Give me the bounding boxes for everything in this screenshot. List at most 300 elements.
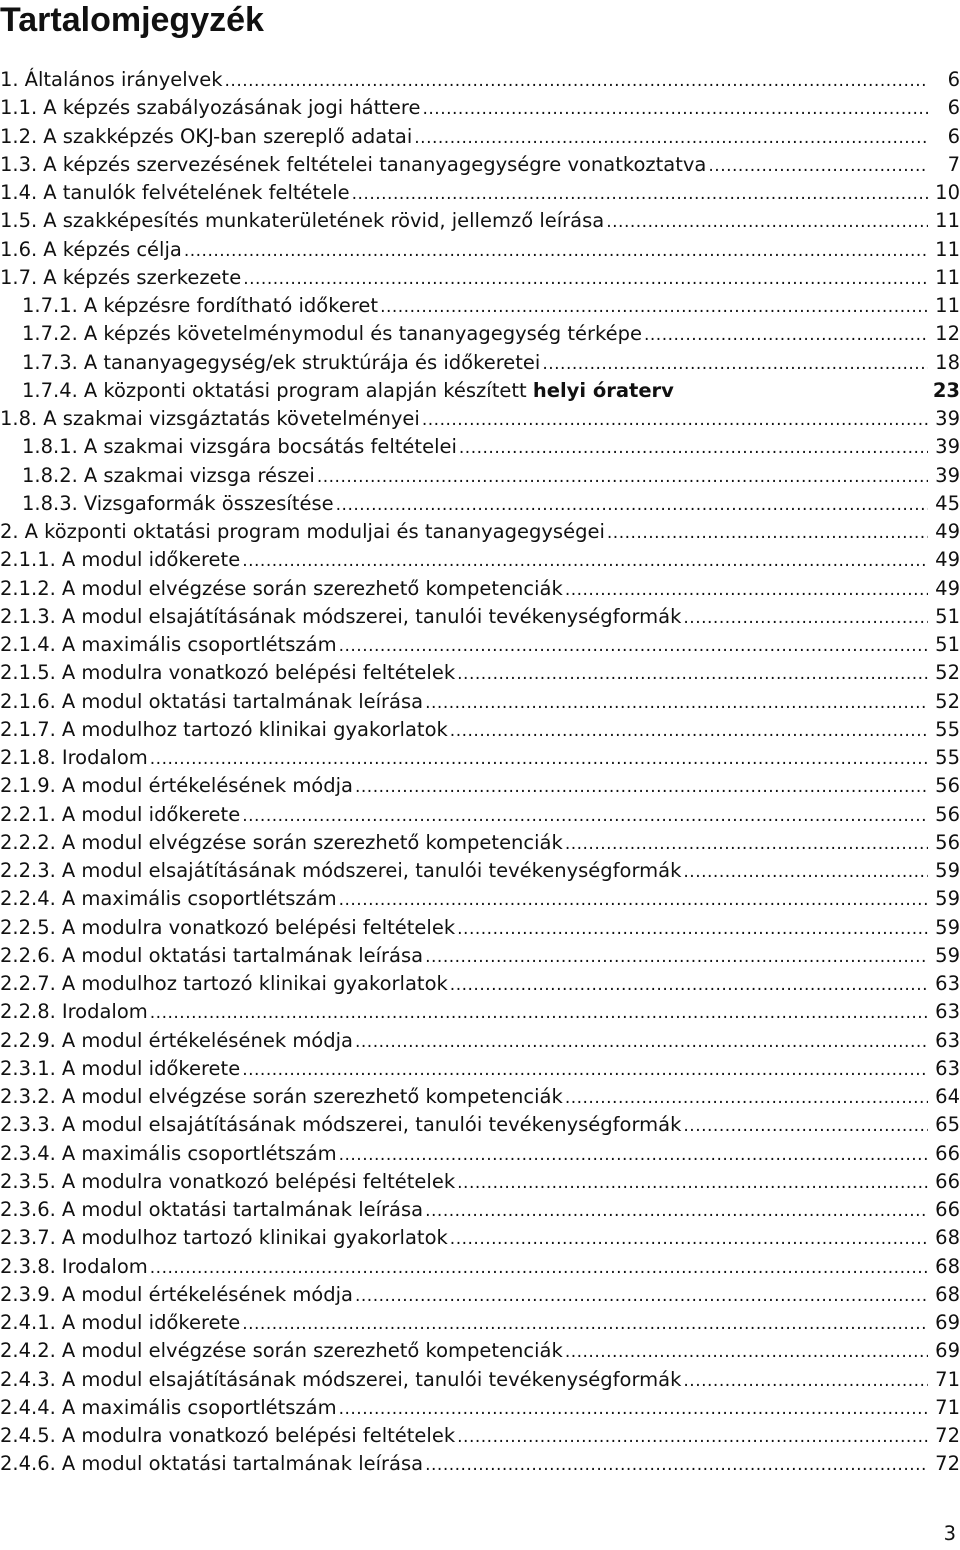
- toc-entry[interactable]: [0, 1196, 960, 1224]
- toc-entry[interactable]: [0, 885, 960, 913]
- toc-entry-page: 55: [935, 746, 960, 769]
- toc-entry-title: [56, 1083, 563, 1111]
- toc-entry-title: [37, 264, 241, 292]
- toc-dot-leader: [644, 321, 928, 349]
- toc-entry-title: [37, 94, 420, 122]
- toc-entry-page: 71: [935, 1367, 960, 1391]
- toc-entry-page: 66: [935, 1198, 960, 1221]
- toc-entry-title-text: A modul elvégzése során szerezhető kompetenciák: [61, 1339, 563, 1363]
- toc-entry-number: 2.4.4.: [0, 1395, 56, 1419]
- toc-entry-title: [78, 349, 541, 377]
- toc-entry-page: 7: [947, 152, 960, 176]
- toc-dot-leader: [339, 886, 928, 914]
- toc-entry-number: 2.2.9.: [0, 1028, 56, 1052]
- toc-entry-title-text: Általános irányelvek: [24, 68, 223, 91]
- toc-entry-title: [56, 1111, 682, 1139]
- toc-dot-leader: [683, 1112, 928, 1140]
- toc-entry[interactable]: [0, 1253, 960, 1281]
- toc-entry-page: 39: [935, 463, 960, 487]
- toc-dot-leader: [425, 1451, 928, 1479]
- toc-entry-title-text: A modulra vonatkozó belépési feltételek: [61, 915, 456, 939]
- toc-entry-title-text: A modul elvégzése során szerezhető kompetenciák: [61, 576, 563, 600]
- toc-entry[interactable]: [0, 1111, 960, 1139]
- toc-entry-number: 2.2.2.: [0, 830, 56, 854]
- toc-dot-leader: [425, 1197, 928, 1225]
- toc-entry-title: [78, 490, 334, 518]
- toc-entry-page: 69: [935, 1339, 960, 1363]
- toc-dot-leader: [150, 1254, 928, 1282]
- toc-entry-title-text: A szakképzés OKJ-ban szereplő adatai: [43, 124, 413, 148]
- toc-entry-page: 65: [935, 1113, 960, 1137]
- toc-entry-title-text: A modulhoz tartozó klinikai gyakorlatok: [61, 717, 448, 741]
- page-title: Tartalomjegyzék: [0, 1, 264, 39]
- toc-entry-title-text: A szakmai vizsgáztatás követelményei: [43, 407, 420, 430]
- toc-entry-page: 12: [935, 322, 960, 346]
- toc-entry-page: 56: [935, 802, 960, 826]
- toc-dot-leader: [355, 773, 928, 801]
- toc-entry-page: 18: [935, 350, 960, 374]
- toc-entry-page: 72: [935, 1452, 960, 1476]
- toc-entry-title-text: A modul időkerete: [61, 548, 241, 572]
- toc-dot-leader: [355, 1282, 928, 1310]
- toc-entry[interactable]: [0, 1337, 960, 1365]
- toc-entry-title-text: A modulhoz tartozó klinikai gyakorlatok: [61, 972, 448, 995]
- toc-entry-number: 2.1.2.: [0, 576, 56, 600]
- toc-entry[interactable]: [0, 518, 960, 546]
- toc-entry[interactable]: [0, 575, 960, 603]
- toc-dot-leader: [339, 632, 928, 660]
- toc-dot-leader: [606, 208, 928, 236]
- toc-entry-number: 2.2.5.: [0, 915, 56, 939]
- toc-entry-title-text: A modulra vonatkozó belépési feltételek: [61, 661, 456, 685]
- toc-entry[interactable]: [0, 546, 960, 574]
- toc-entry-title: [78, 320, 642, 348]
- toc-entry[interactable]: [0, 1140, 960, 1168]
- toc-entry-title: [56, 1027, 353, 1055]
- toc-dot-leader: [355, 1028, 928, 1056]
- toc-entry-page: 11: [935, 294, 960, 317]
- toc-entry-page: 63: [935, 1028, 960, 1052]
- toc-entry-page: 59: [935, 943, 960, 967]
- toc-entry-page: 68: [935, 1282, 960, 1306]
- toc-dot-leader: [457, 1169, 928, 1197]
- toc-dot-leader: [425, 689, 928, 717]
- toc-entry-page: 49: [935, 576, 960, 600]
- toc-entry[interactable]: [0, 1366, 960, 1394]
- toc-entry-title-text: A szakmai vizsgára bocsátás feltételei: [83, 435, 457, 459]
- toc-entry-title-text: A maximális csoportlétszám: [61, 633, 337, 656]
- toc-entry-title-text: A modul elvégzése során szerezhető kompetenciák: [61, 1085, 563, 1108]
- toc-entry[interactable]: [0, 1055, 960, 1083]
- toc-entry-number: 1.: [0, 68, 19, 91]
- toc-entry-number: 2.3.7.: [0, 1226, 56, 1250]
- toc-entry-title-text: A képzés szabályozásának jogi háttere: [43, 96, 421, 120]
- toc-dot-leader: [457, 1423, 928, 1451]
- toc-entry-number: 2.3.5.: [0, 1169, 56, 1193]
- toc-entry[interactable]: [0, 292, 960, 320]
- toc-entry-title-text: A modul értékelésének módja: [61, 1028, 353, 1052]
- toc-entry-title-text: A modulra vonatkozó belépési feltételek: [61, 1424, 456, 1447]
- toc-entry-number: 2.1.6.: [0, 689, 56, 713]
- toc-entry[interactable]: [0, 66, 960, 94]
- toc-entry-title: [56, 1140, 337, 1168]
- toc-entry-number: 2.3.4.: [0, 1141, 56, 1165]
- toc-entry-page: 39: [935, 435, 960, 459]
- toc-entry[interactable]: [0, 829, 960, 857]
- toc-entry-title: [37, 405, 420, 433]
- toc-entry-title: [56, 1253, 148, 1281]
- toc-entry[interactable]: [0, 264, 960, 292]
- toc-entry-title-text: A tananyagegység/ek struktúrája és időkeretei: [83, 350, 541, 374]
- toc-entry-page: 63: [935, 1000, 960, 1024]
- toc-dot-leader: [423, 95, 929, 123]
- toc-entry[interactable]: [0, 123, 960, 151]
- toc-entry-page: 39: [935, 407, 960, 430]
- toc-dot-leader: [457, 915, 928, 943]
- toc-entry-title-text: A maximális csoportlétszám: [61, 1395, 337, 1419]
- toc-dot-leader: [422, 406, 928, 434]
- toc-entry-page: 23: [932, 378, 960, 402]
- toc-entry-title-text: Irodalom: [61, 1000, 148, 1024]
- toc-entry-title: [56, 1168, 455, 1196]
- toc-entry-title: [37, 151, 706, 179]
- toc-entry-title: [56, 688, 423, 716]
- toc-entry-page: 59: [935, 859, 960, 882]
- toc-entry-number: 2.3.1.: [0, 1056, 56, 1080]
- toc-entry-number: 2.2.3.: [0, 859, 56, 882]
- toc-dot-leader: [450, 717, 928, 745]
- toc-entry-title: [56, 970, 448, 998]
- toc-entry-title: [56, 772, 353, 800]
- toc-entry-number: 1.4.: [0, 181, 38, 204]
- toc-entry[interactable]: [0, 857, 960, 885]
- page-number: 3: [943, 1522, 956, 1545]
- toc-entry-title: [37, 207, 604, 235]
- toc-entry-title: [78, 462, 315, 490]
- toc-entry[interactable]: [0, 1422, 960, 1450]
- toc-entry-title: [56, 801, 240, 829]
- toc-dot-leader: [242, 547, 928, 575]
- toc-entry[interactable]: [0, 405, 960, 433]
- toc-dot-leader: [565, 830, 928, 858]
- toc-entry-page: 11: [935, 265, 960, 289]
- toc-dot-leader: [242, 1310, 928, 1338]
- toc-entry-title: [37, 236, 182, 264]
- toc-entry-number: 1.7.3.: [22, 350, 78, 374]
- toc-entry-page: 64: [935, 1085, 960, 1108]
- toc-entry-number: 2.4.5.: [0, 1424, 56, 1447]
- toc-dot-leader: [565, 1338, 928, 1366]
- toc-entry-title: [37, 123, 412, 151]
- toc-entry[interactable]: [0, 236, 960, 264]
- toc-dot-leader: [339, 1395, 928, 1423]
- toc-entry-title: [56, 829, 563, 857]
- toc-entry-title-text: A maximális csoportlétszám: [61, 1141, 337, 1165]
- toc-entry-number: 1.8.1.: [22, 435, 78, 459]
- toc-entry-number: 2.2.1.: [0, 802, 56, 826]
- toc-entry-title-text: A modul oktatási tartalmának leírása: [61, 1452, 424, 1476]
- toc-entry[interactable]: [0, 207, 960, 235]
- toc-entry-title: [78, 433, 457, 461]
- toc-entry-page: 68: [935, 1226, 960, 1250]
- toc-entry-page: 71: [935, 1395, 960, 1419]
- toc-entry[interactable]: [0, 349, 960, 377]
- toc-entry-title: [37, 179, 349, 207]
- toc-entry-number: 1.7.1.: [22, 294, 78, 317]
- toc-entry-title: [56, 857, 682, 885]
- toc-entry-number: 1.7.4.: [22, 378, 78, 402]
- toc-entry[interactable]: [0, 744, 960, 772]
- toc-entry-title-text: A modul elsajátításának módszerei, tanulói tevékenységformák: [61, 859, 682, 882]
- toc-dot-leader: [542, 350, 928, 378]
- toc-entry-title: [56, 1366, 682, 1394]
- toc-entry-title: [56, 1281, 353, 1309]
- toc-entry[interactable]: [0, 942, 960, 970]
- toc-entry-title-text: Irodalom: [61, 746, 148, 769]
- toc-entry-title-text: A modul elsajátításának módszerei, tanulói tevékenységformák: [61, 604, 682, 628]
- toc-entry-title-text: A képzés követelménymodul és tananyagegység térképe: [83, 322, 642, 346]
- toc-entry-title-text: A modul időkerete: [61, 1311, 241, 1334]
- toc-dot-leader: [184, 237, 928, 265]
- toc-entry-title-text: A maximális csoportlétszám: [61, 887, 337, 911]
- toc-entry-number: 1.2.: [0, 124, 38, 148]
- toc-entry[interactable]: [0, 1083, 960, 1111]
- toc-entry-page: 52: [935, 689, 960, 713]
- toc-entry-title-text: A tanulók felvételének feltétele: [43, 181, 350, 204]
- toc-entry-title-text: A modul oktatási tartalmának leírása: [61, 689, 424, 713]
- toc-entry-number: 2.2.6.: [0, 943, 56, 967]
- table-of-contents: [0, 66, 960, 1479]
- toc-entry-title: [56, 1224, 448, 1252]
- toc-entry-title: [19, 518, 605, 546]
- toc-dot-leader: [243, 265, 928, 293]
- toc-entry-title: [78, 292, 378, 320]
- toc-entry-title: [56, 603, 682, 631]
- toc-dot-leader: [317, 463, 928, 491]
- toc-entry-title-text: A modul értékelésének módja: [61, 1282, 353, 1306]
- toc-dot-leader: [607, 519, 928, 547]
- toc-entry-page: 56: [935, 774, 960, 798]
- toc-entry[interactable]: [0, 1394, 960, 1422]
- toc-entry[interactable]: [0, 462, 960, 490]
- toc-entry[interactable]: [0, 433, 960, 461]
- toc-entry-page: 68: [935, 1254, 960, 1278]
- toc-entry-page: 6: [947, 124, 960, 148]
- toc-dot-leader: [708, 152, 928, 180]
- toc-entry-title-text: Vizsgaformák összesítése: [83, 491, 334, 515]
- toc-entry-page: 11: [935, 209, 960, 233]
- toc-entry[interactable]: [0, 688, 960, 716]
- toc-entry-page: 51: [935, 633, 960, 656]
- toc-entry-title-text: A modul időkerete: [61, 1056, 241, 1080]
- toc-entry-number: 2.4.3.: [0, 1367, 56, 1391]
- toc-dot-leader: [242, 802, 928, 830]
- toc-dot-leader: [683, 604, 928, 632]
- toc-entry-number: 2.: [0, 520, 19, 543]
- toc-entry[interactable]: [0, 1281, 960, 1309]
- toc-entry[interactable]: [0, 490, 960, 518]
- toc-entry-number: 1.7.: [0, 265, 38, 289]
- toc-dot-leader: [457, 660, 928, 688]
- toc-entry-title-text: A modul értékelésének módja: [61, 774, 353, 798]
- toc-entry-page: 66: [935, 1169, 960, 1193]
- toc-entry-title: [56, 998, 148, 1026]
- toc-entry[interactable]: [0, 320, 960, 348]
- toc-entry-title-text: A képzés szerkezete: [43, 265, 242, 289]
- toc-entry-number: 1.8.3.: [22, 491, 78, 515]
- toc-entry[interactable]: [0, 1309, 960, 1337]
- toc-entry[interactable]: [0, 659, 960, 687]
- toc-dot-leader: [565, 576, 928, 604]
- toc-dot-leader: [565, 1084, 928, 1112]
- toc-dot-leader: [380, 293, 928, 321]
- toc-entry[interactable]: [0, 631, 960, 659]
- toc-dot-leader: [336, 491, 928, 519]
- toc-entry-number: 2.1.4.: [0, 633, 56, 656]
- toc-entry[interactable]: [0, 970, 960, 998]
- toc-entry-page: 6: [947, 68, 960, 91]
- toc-dot-leader: [242, 1056, 928, 1084]
- toc-entry-title: [56, 1055, 240, 1083]
- toc-entry-title-text: A központi oktatási program moduljai és tananyagegységei: [24, 520, 605, 543]
- toc-entry-title-text: A képzés célja: [43, 237, 182, 261]
- toc-entry[interactable]: [0, 1168, 960, 1196]
- toc-entry-title: [56, 744, 148, 772]
- toc-entry-page: 69: [935, 1311, 960, 1334]
- toc-entry-title-text: A modul oktatási tartalmának leírása: [61, 943, 424, 967]
- toc-entry-title-text: A központi oktatási program alapján készített: [83, 378, 527, 402]
- toc-entry-title-text: A modulhoz tartozó klinikai gyakorlatok: [61, 1226, 448, 1250]
- toc-entry-title: [56, 885, 337, 913]
- toc-entry-title-text: A modul elsajátításának módszerei, tanulói tevékenységformák: [61, 1113, 682, 1137]
- toc-entry-title: [56, 1394, 337, 1422]
- toc-entry-number: 1.7.2.: [22, 322, 78, 346]
- toc-dot-leader: [352, 180, 928, 208]
- toc-entry-number: 2.3.9.: [0, 1282, 56, 1306]
- toc-entry-title-text: A modul elsajátításának módszerei, tanulói tevékenységformák: [61, 1367, 682, 1391]
- toc-entry-page: 11: [935, 237, 960, 261]
- toc-entry-number: 2.2.4.: [0, 887, 56, 911]
- toc-entry[interactable]: [0, 151, 960, 179]
- toc-entry-title-text: A szakmai vizsga részei: [83, 463, 315, 487]
- toc-entry-page: 59: [935, 887, 960, 911]
- toc-entry-page: 49: [935, 548, 960, 572]
- toc-entry-number: 2.3.8.: [0, 1254, 56, 1278]
- toc-entry[interactable]: [0, 179, 960, 207]
- toc-entry-number: 2.3.6.: [0, 1198, 56, 1221]
- toc-entry-number: 1.8.: [0, 407, 38, 430]
- toc-entry-page: 6: [947, 96, 960, 120]
- toc-entry-number: 2.2.8.: [0, 1000, 56, 1024]
- toc-entry-number: 2.1.7.: [0, 717, 56, 741]
- toc-entry-number: 2.1.9.: [0, 774, 56, 798]
- toc-entry-number: 2.4.2.: [0, 1339, 56, 1363]
- toc-entry-title-text: A modul oktatási tartalmának leírása: [61, 1198, 424, 1221]
- toc-entry-title: [56, 575, 563, 603]
- toc-entry-number: 2.1.3.: [0, 604, 56, 628]
- toc-entry-title-text: A képzésre fordítható időkeret: [83, 294, 379, 317]
- toc-entry-number: 2.1.1.: [0, 548, 56, 572]
- toc-entry[interactable]: [0, 1450, 960, 1478]
- toc-entry-page: 63: [935, 972, 960, 995]
- toc-entry-number: 2.3.2.: [0, 1085, 56, 1108]
- toc-entry-title: [56, 1337, 563, 1365]
- toc-entry[interactable]: [0, 1224, 960, 1252]
- toc-dot-leader: [339, 1141, 928, 1169]
- toc-entry-title-text: Irodalom: [61, 1254, 148, 1278]
- toc-entry[interactable]: [0, 603, 960, 631]
- toc-entry[interactable]: [0, 716, 960, 744]
- toc-entry-page: 45: [935, 491, 960, 515]
- toc-entry-page: 10: [935, 181, 960, 204]
- toc-dot-leader: [150, 999, 928, 1027]
- toc-dot-leader: [683, 858, 928, 886]
- toc-dot-leader: [450, 1225, 928, 1253]
- toc-dot-leader: [683, 1367, 928, 1395]
- toc-entry-number: 1.8.2.: [22, 463, 78, 487]
- toc-entry-title: [78, 377, 674, 405]
- toc-entry-number: 1.6.: [0, 237, 38, 261]
- toc-entry[interactable]: [0, 1027, 960, 1055]
- toc-dot-leader: [150, 745, 928, 773]
- toc-dot-leader: [459, 434, 928, 462]
- toc-entry-title: [56, 716, 448, 744]
- toc-entry-title-text: A modulra vonatkozó belépési feltételek: [61, 1169, 456, 1193]
- toc-entry-title: [56, 546, 240, 574]
- toc-entry[interactable]: [0, 914, 960, 942]
- toc-entry-page: 56: [935, 830, 960, 854]
- toc-entry-page: 66: [935, 1141, 960, 1165]
- toc-entry-title-text: A modul elvégzése során szerezhető kompetenciák: [61, 830, 563, 854]
- toc-entry-title: [56, 1422, 455, 1450]
- toc-entry-number: 2.1.8.: [0, 746, 56, 769]
- toc-entry-title: [56, 914, 455, 942]
- toc-entry-title: [19, 66, 223, 94]
- toc-dot-leader: [450, 971, 928, 999]
- toc-entry-title-bold: helyi óraterv: [532, 378, 674, 402]
- toc-entry-title: [56, 659, 455, 687]
- toc-entry[interactable]: [0, 772, 960, 800]
- toc-entry-number: 2.4.1.: [0, 1311, 56, 1334]
- toc-entry[interactable]: [0, 801, 960, 829]
- toc-entry-title: [56, 631, 337, 659]
- toc-entry-title: [56, 942, 423, 970]
- toc-entry-page: 63: [935, 1056, 960, 1080]
- toc-entry[interactable]: [0, 94, 960, 122]
- toc-entry-title-text: A modul időkerete: [61, 802, 241, 826]
- toc-entry-page: 59: [935, 915, 960, 939]
- toc-entry-page: 49: [935, 520, 960, 543]
- toc-entry-page: 51: [935, 604, 960, 628]
- toc-dot-leader: [414, 124, 928, 152]
- toc-dot-leader: [225, 67, 928, 95]
- toc-entry-title: [56, 1309, 240, 1337]
- toc-entry-number: 2.4.6.: [0, 1452, 56, 1476]
- toc-entry[interactable]: [0, 998, 960, 1026]
- toc-entry-number: 2.1.5.: [0, 661, 56, 685]
- toc-entry-number: 1.3.: [0, 152, 38, 176]
- toc-entry-number: 1.1.: [0, 96, 38, 120]
- toc-entry-page: 52: [935, 661, 960, 685]
- toc-entry-page: 55: [935, 717, 960, 741]
- toc-entry-number: 2.3.3.: [0, 1113, 56, 1137]
- toc-entry-title-text: A képzés szervezésének feltételei tananyagegységre vonatkoztatva: [43, 152, 707, 176]
- toc-entry[interactable]: [0, 377, 960, 405]
- toc-entry-page: 72: [935, 1424, 960, 1447]
- toc-entry-number: 1.5.: [0, 209, 38, 233]
- toc-entry-title: [56, 1450, 423, 1478]
- toc-entry-title: [56, 1196, 423, 1224]
